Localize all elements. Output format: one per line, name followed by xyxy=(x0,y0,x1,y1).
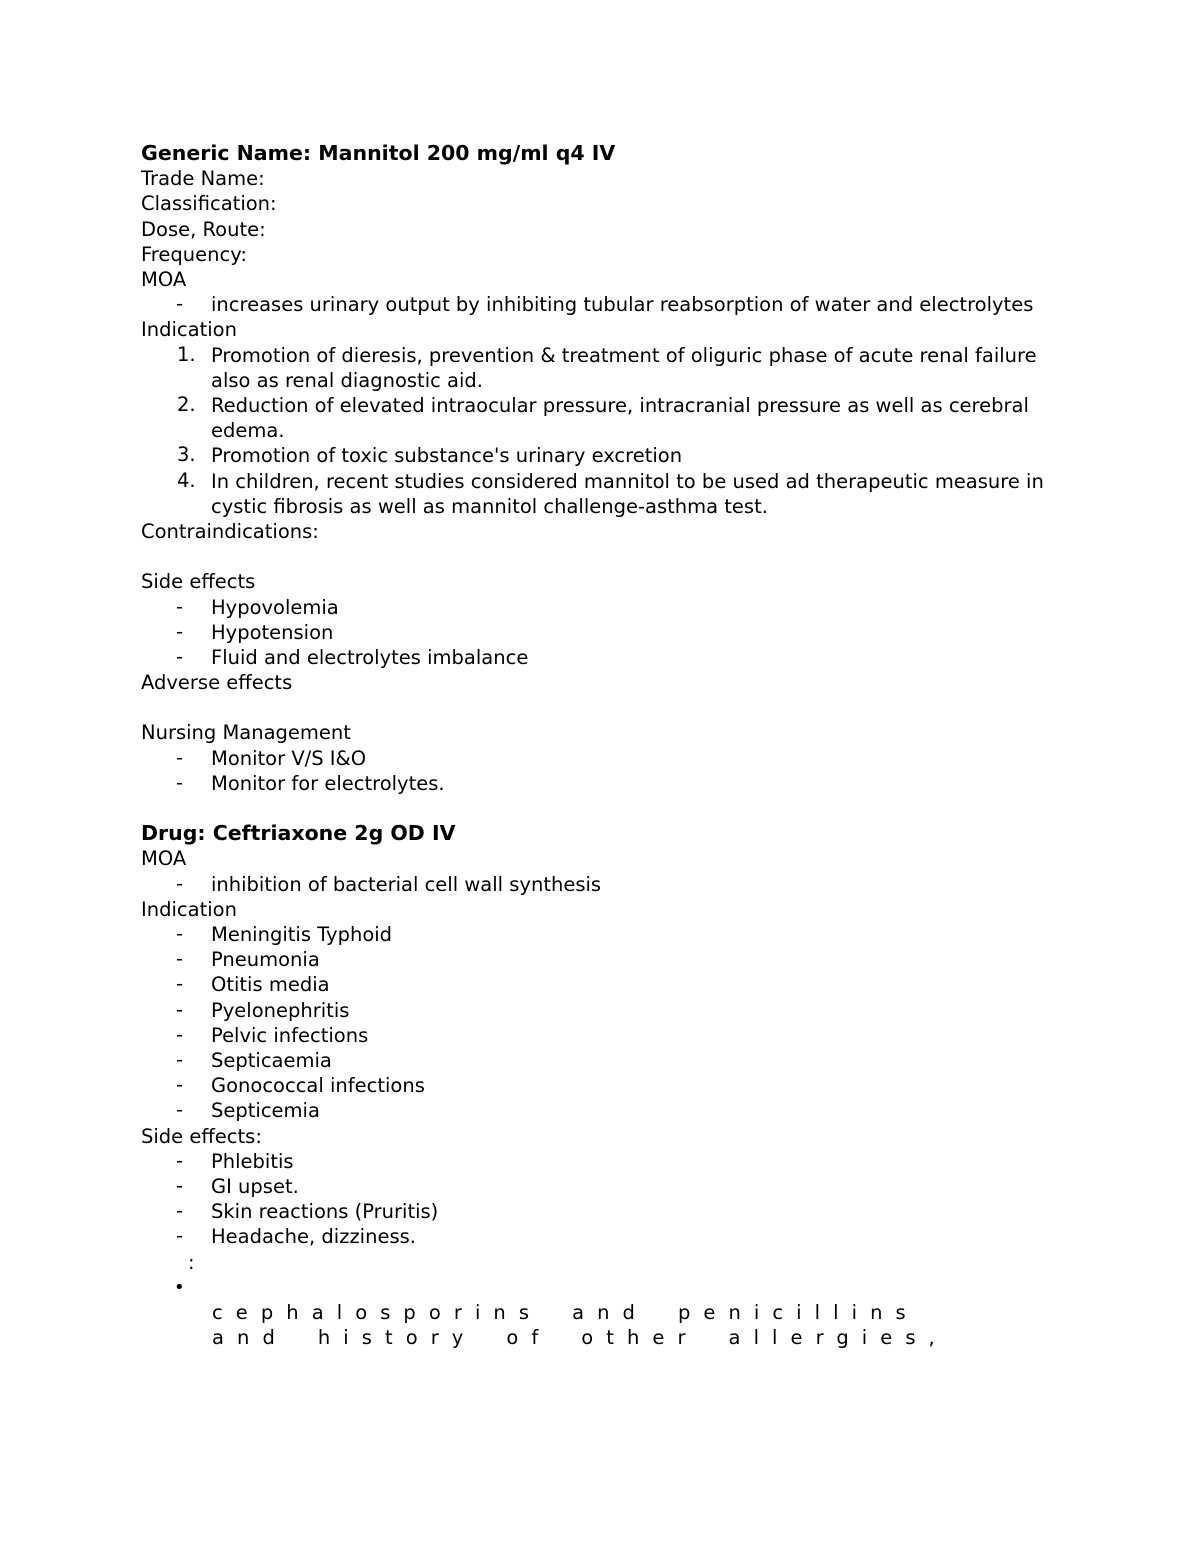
drug1-side-effect-item: Hypovolemia xyxy=(211,595,339,619)
drug2-side-effect-item: Headache, dizziness. xyxy=(211,1225,416,1249)
drug2-title: Drug: Ceftriaxone 2g OD IV xyxy=(141,821,456,846)
drug1-indication-heading: Indication xyxy=(141,318,237,342)
drug1-indication-item: Promotion of dieresis, prevention & treatment of oliguric phase of acute renal failure also as renal diagnostic aid. xyxy=(211,343,1037,392)
list-item xyxy=(141,645,1061,670)
dash-marker: - xyxy=(176,947,184,971)
drug2-indication-item: Gonococcal infections xyxy=(211,1074,425,1098)
drug2-indication-item: Otitis media xyxy=(211,973,330,997)
list-item xyxy=(141,595,1061,620)
dash-marker: - xyxy=(176,972,184,996)
allergy-line-2: and history of other allergies, xyxy=(212,1326,948,1350)
nursing-item: Monitor V/S I&O xyxy=(211,746,367,770)
dash-marker: - xyxy=(176,997,184,1021)
list-item xyxy=(141,1023,1061,1048)
list-item xyxy=(141,1149,1061,1174)
dash-marker: - xyxy=(176,745,184,769)
classification-label: Classification: xyxy=(141,192,277,216)
drug1-indication-item: Promotion of toxic substance's urinary excretion xyxy=(211,444,683,468)
list-item xyxy=(141,292,1061,317)
dose-route-label: Dose, Route: xyxy=(141,217,266,241)
list-item xyxy=(141,469,1061,519)
list-item xyxy=(141,443,1061,468)
drug1-title: Generic Name: Mannitol 200 mg/ml q4 IV xyxy=(141,141,616,165)
dash-marker: - xyxy=(176,1224,184,1248)
drug2-moa-heading: MOA xyxy=(141,847,187,871)
contraindications-heading: Contraindications: xyxy=(141,519,319,543)
number-marker: 1. xyxy=(177,342,196,366)
drug1-indication-item: In children, recent studies considered mannitol to be used ad therapeutic measure in cystic fibrosis as well as mannitol challenge-asthma test. xyxy=(211,469,1044,518)
drug2-indication-item: Meningitis Typhoid xyxy=(211,923,393,947)
list-item xyxy=(141,872,1061,897)
list-item xyxy=(141,1199,1061,1224)
drug1-moa-item: increases urinary output by inhibiting tubular reabsorption of water and electrolytes xyxy=(211,293,1034,317)
list-item xyxy=(141,998,1061,1023)
number-marker: 3. xyxy=(177,443,196,467)
number-marker: 4. xyxy=(177,468,196,492)
drug2-side-effect-item: GI upset. xyxy=(211,1175,299,1199)
blank-line xyxy=(141,544,1061,569)
dash-marker: - xyxy=(176,292,184,316)
colon-mark: : xyxy=(188,1250,195,1274)
drug2-side-effects-heading: Side effects: xyxy=(141,1124,262,1148)
drug2-indication-item: Pelvic infections xyxy=(211,1023,369,1047)
allergy-line-1: cephalosporins and penicillins xyxy=(212,1301,919,1325)
trade-name-label: Trade Name: xyxy=(141,167,265,191)
drug1-side-effect-item: Fluid and electrolytes imbalance xyxy=(211,645,529,669)
dash-marker: - xyxy=(176,644,184,668)
dash-marker: - xyxy=(176,1174,184,1198)
list-item xyxy=(141,972,1061,997)
frequency-label: Frequency: xyxy=(141,242,247,266)
list-item xyxy=(141,922,1061,947)
list-item xyxy=(141,1048,1061,1073)
dash-marker: - xyxy=(176,1073,184,1097)
list-item xyxy=(141,343,1061,393)
dash-marker: - xyxy=(176,1148,184,1172)
dash-marker: - xyxy=(176,1199,184,1223)
dash-marker: - xyxy=(176,770,184,794)
drug2-moa-item: inhibition of bacterial cell wall synthesis xyxy=(211,872,602,896)
list-item xyxy=(141,771,1061,796)
drug1-side-effects-heading: Side effects xyxy=(141,570,256,594)
nursing-management-heading: Nursing Management xyxy=(141,721,351,745)
drug1-side-effect-item: Hypotension xyxy=(211,620,334,644)
list-item xyxy=(141,746,1061,771)
drug2-side-effect-item: Phlebitis xyxy=(211,1149,294,1173)
list-item xyxy=(141,1073,1061,1098)
number-marker: 2. xyxy=(177,392,196,416)
dash-marker: - xyxy=(176,594,184,618)
drug2-indication-item: Septicaemia xyxy=(211,1049,332,1073)
dash-marker: - xyxy=(176,1048,184,1072)
dash-marker: - xyxy=(176,871,184,895)
drug2-side-effect-item: Skin reactions (Pruritis) xyxy=(211,1200,439,1224)
dash-marker: - xyxy=(176,1022,184,1046)
list-item xyxy=(141,1224,1061,1249)
bullet-mark: • xyxy=(174,1276,185,1298)
blank-line xyxy=(141,695,1061,720)
drug2-indication-item: Pneumonia xyxy=(211,948,320,972)
dash-marker: - xyxy=(176,1098,184,1122)
dash-marker: - xyxy=(176,619,184,643)
document-page xyxy=(141,141,1061,1350)
list-item xyxy=(141,393,1061,443)
adverse-effects-heading: Adverse effects xyxy=(141,671,293,695)
blank-line xyxy=(141,796,1061,821)
drug2-indication-item: Pyelonephritis xyxy=(211,998,350,1022)
nursing-item: Monitor for electrolytes. xyxy=(211,771,445,795)
drug1-indication-item: Reduction of elevated intraocular pressure, intracranial pressure as well as cerebral edema. xyxy=(211,393,1029,443)
dash-marker: - xyxy=(176,922,184,946)
list-item xyxy=(141,1174,1061,1199)
drug2-indication-item: Septicemia xyxy=(211,1099,320,1123)
drug2-indication-heading: Indication xyxy=(141,897,237,921)
list-item xyxy=(141,1098,1061,1123)
list-item xyxy=(141,947,1061,972)
drug1-moa-heading: MOA xyxy=(141,267,187,291)
list-item xyxy=(141,620,1061,645)
